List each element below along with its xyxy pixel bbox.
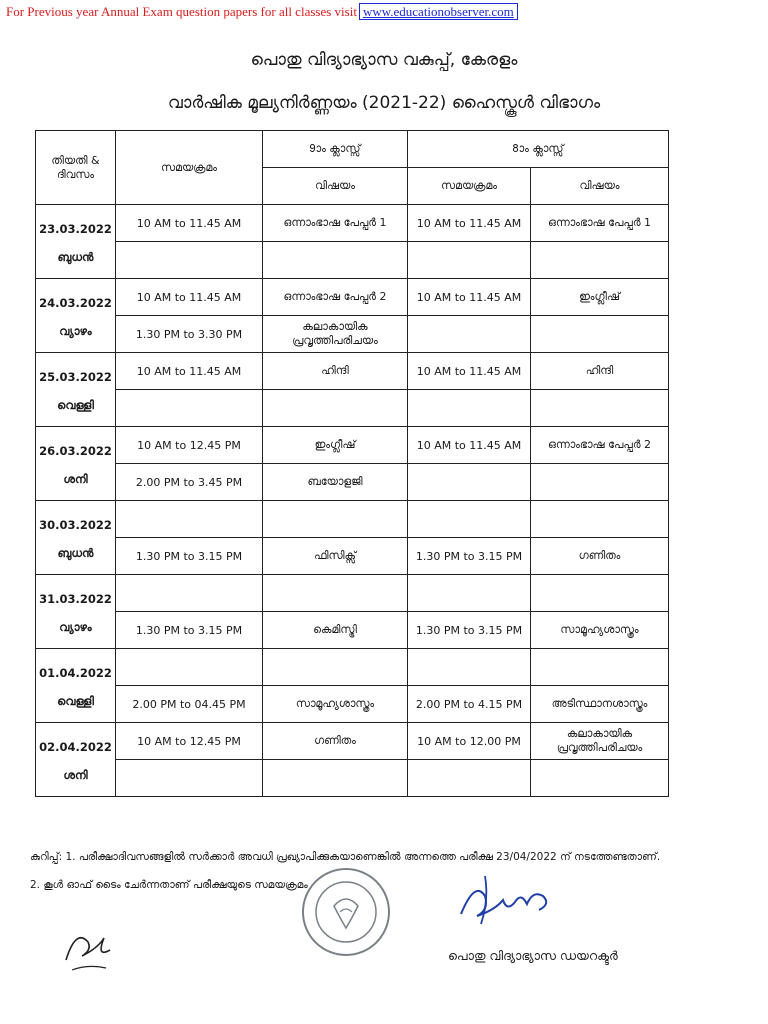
header-time-class8: സമയക്രമം xyxy=(408,168,531,205)
class8-subject-cell: ഹിന്ദി xyxy=(531,353,669,390)
date-cell xyxy=(36,279,116,353)
date-cell xyxy=(36,501,116,575)
table-row xyxy=(36,279,669,316)
header-subject-class9: വിഷയം xyxy=(263,168,408,205)
exam-weekday: ശനി xyxy=(63,768,88,782)
class9-time-cell: 10 AM to 11.45 AM xyxy=(116,353,263,390)
class9-subject-cell xyxy=(263,501,408,538)
exam-date: 31.03.2022 xyxy=(39,592,112,606)
class8-subject-cell xyxy=(531,760,669,797)
class9-time-cell xyxy=(116,390,263,427)
date-cell xyxy=(36,723,116,797)
class8-time-cell xyxy=(408,501,531,538)
exam-date: 24.03.2022 xyxy=(39,296,112,310)
table-row xyxy=(36,686,669,723)
class9-subject-cell: ഹിന്ദി xyxy=(263,353,408,390)
class9-time-cell: 1.30 PM to 3.15 PM xyxy=(116,612,263,649)
class8-time-cell xyxy=(408,649,531,686)
header-subject-class8: വിഷയം xyxy=(531,168,669,205)
class8-subject-cell: ഒന്നാംഭാഷ പേപ്പർ 1 xyxy=(531,205,669,242)
table-row xyxy=(36,427,669,464)
exam-weekday: ശനി xyxy=(63,472,88,486)
date-cell xyxy=(36,427,116,501)
table-row xyxy=(36,242,669,279)
class9-subject-cell xyxy=(263,575,408,612)
director-signature xyxy=(455,870,565,932)
exam-weekday: വ്യാഴം xyxy=(59,620,92,634)
class9-subject-cell: സാമൂഹ്യശാസ്ത്രം xyxy=(263,686,408,723)
class9-time-cell xyxy=(116,649,263,686)
class8-time-cell: 10 AM to 11.45 AM xyxy=(408,427,531,464)
class9-time-cell xyxy=(116,501,263,538)
initial-signature xyxy=(58,920,118,980)
class8-subject-cell xyxy=(531,464,669,501)
table-row xyxy=(36,723,669,760)
table-row xyxy=(36,464,669,501)
header-class8: 8ാം ക്ലാസ്സ് xyxy=(408,131,669,168)
class9-time-cell: 2.00 PM to 04.45 PM xyxy=(116,686,263,723)
note-2: 2. കൂൾ ഓഫ് ടൈം ചേർന്നതാണ് പരീക്ഷയുടെ സമയക്രമം xyxy=(30,879,308,891)
class9-time-cell xyxy=(116,242,263,279)
class8-time-cell xyxy=(408,316,531,353)
table-row xyxy=(36,353,669,390)
exam-date: 01.04.2022 xyxy=(39,666,112,680)
date-cell xyxy=(36,649,116,723)
class9-time-cell xyxy=(116,760,263,797)
class9-subject-cell: ഒന്നാംഭാഷ പേപ്പർ 2 xyxy=(263,279,408,316)
exam-date: 02.04.2022 xyxy=(39,740,112,754)
class9-subject-cell: ഒന്നാംഭാഷ പേപ്പർ 1 xyxy=(263,205,408,242)
class8-time-cell: 10 AM to 11.45 AM xyxy=(408,205,531,242)
class9-time-cell: 2.00 PM to 3.45 PM xyxy=(116,464,263,501)
class8-subject-cell xyxy=(531,390,669,427)
exam-weekday: വ്യാഴം xyxy=(59,324,92,338)
class9-subject-cell xyxy=(263,390,408,427)
table-row xyxy=(36,538,669,575)
class9-subject-cell xyxy=(263,760,408,797)
table-row xyxy=(36,501,669,538)
date-cell xyxy=(36,575,116,649)
class8-subject-cell xyxy=(531,501,669,538)
exam-timetable xyxy=(35,130,669,797)
date-cell xyxy=(36,353,116,427)
date-cell xyxy=(36,205,116,279)
class9-subject-cell: കെമിസ്ട്രി xyxy=(263,612,408,649)
class8-time-cell xyxy=(408,390,531,427)
exam-date: 25.03.2022 xyxy=(39,370,112,384)
class8-subject-cell: അടിസ്ഥാനശാസ്ത്രം xyxy=(531,686,669,723)
exam-weekday: വെള്ളി xyxy=(57,398,94,412)
class8-time-cell: 10 AM to 11.45 AM xyxy=(408,279,531,316)
exam-date: 26.03.2022 xyxy=(39,444,112,458)
table-row xyxy=(36,205,669,242)
class8-time-cell xyxy=(408,575,531,612)
class8-time-cell: 1.30 PM to 3.15 PM xyxy=(408,538,531,575)
exam-weekday: വെള്ളി xyxy=(57,694,94,708)
class9-time-cell: 10 AM to 12.45 PM xyxy=(116,723,263,760)
class8-subject-cell xyxy=(531,575,669,612)
class8-subject-cell: ഒന്നാംഭാഷ പേപ്പർ 2 xyxy=(531,427,669,464)
class9-subject-cell: ഫിസിക്സ് xyxy=(263,538,408,575)
exam-title: വാർഷിക മൂല്യനിർണ്ണയം (2021-22) ഹൈസ്കൂൾ വിഭാഗം xyxy=(167,93,601,113)
director-title: പൊതു വിദ്യാഭ്യാസ ഡയറക്ടർ xyxy=(448,948,618,963)
class8-subject-cell: ഗണിതം xyxy=(531,538,669,575)
class8-subject-cell: കലാകായിക പ്രവൃത്തിപരിചയം xyxy=(531,723,669,760)
class8-time-cell: 10 AM to 12.00 PM xyxy=(408,723,531,760)
table-row xyxy=(36,575,669,612)
exam-date: 30.03.2022 xyxy=(39,518,112,532)
class8-subject-cell xyxy=(531,316,669,353)
class9-time-cell: 10 AM to 11.45 AM xyxy=(116,279,263,316)
table-row xyxy=(36,390,669,427)
class9-subject-cell: ഇംഗ്ലീഷ് xyxy=(263,427,408,464)
exam-date: 23.03.2022 xyxy=(39,222,112,236)
exam-weekday: ബുധൻ xyxy=(57,250,94,264)
note-1: കുറിപ്പ്: 1. പരീക്ഷാദിവസങ്ങളിൽ സർക്കാർ അവധി പ്രഖ്യാപിക്കുകയാണെങ്കിൽ അന്നത്തെ പരീക്ഷ 23/04/2022 ന് നടത്തേണ്ടതാണ്. xyxy=(30,851,661,863)
header-date: തിയതി & ദിവസം xyxy=(36,131,116,205)
class9-subject-cell xyxy=(263,649,408,686)
class9-time-cell: 10 AM to 11.45 AM xyxy=(116,205,263,242)
class8-subject-cell xyxy=(531,649,669,686)
class8-time-cell: 1.30 PM to 3.15 PM xyxy=(408,612,531,649)
class9-subject-cell: കലാകായിക പ്രവൃത്തിപരിചയം xyxy=(263,316,408,353)
table-row xyxy=(36,760,669,797)
class8-time-cell: 10 AM to 11.45 AM xyxy=(408,353,531,390)
class9-time-cell: 1.30 PM to 3.15 PM xyxy=(116,538,263,575)
department-title: പൊതു വിദ്യാഭ്യാസ വകുപ്പ്, കേരളം xyxy=(250,50,518,70)
class8-subject-cell xyxy=(531,242,669,279)
promo-text: For Previous year Annual Exam question papers for all classes visit xyxy=(6,4,357,19)
table-row xyxy=(36,612,669,649)
class8-time-cell xyxy=(408,760,531,797)
class8-subject-cell: സാമൂഹ്യശാസ്ത്രം xyxy=(531,612,669,649)
header-time-class9: സമയക്രമം xyxy=(116,131,263,205)
table-row xyxy=(36,649,669,686)
class9-subject-cell xyxy=(263,242,408,279)
class9-time-cell: 1.30 PM to 3.30 PM xyxy=(116,316,263,353)
table-row xyxy=(36,316,669,353)
header-class9: 9ാം ക്ലാസ്സ് xyxy=(263,131,408,168)
promo-banner xyxy=(6,4,518,20)
class9-subject-cell: ബയോളജി xyxy=(263,464,408,501)
class8-time-cell: 2.00 PM to 4.15 PM xyxy=(408,686,531,723)
class9-subject-cell: ഗണിതം xyxy=(263,723,408,760)
exam-weekday: ബുധൻ xyxy=(57,546,94,560)
class9-time-cell: 10 AM to 12.45 PM xyxy=(116,427,263,464)
promo-link[interactable]: www.educationobserver.com xyxy=(359,3,518,20)
official-seal xyxy=(300,866,392,958)
class9-time-cell xyxy=(116,575,263,612)
class8-time-cell xyxy=(408,464,531,501)
class8-time-cell xyxy=(408,242,531,279)
class8-subject-cell: ഇംഗ്ലീഷ് xyxy=(531,279,669,316)
